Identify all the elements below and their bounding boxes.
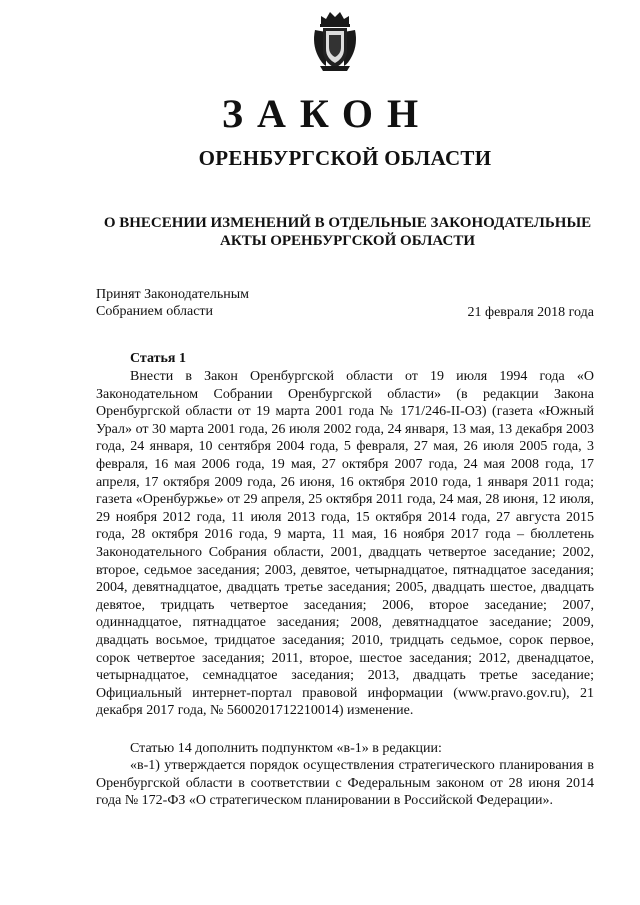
adoption-note-line-2: Собранием области [96,304,214,319]
article-heading: Статья 1 [130,351,186,366]
adoption-note [96,286,249,320]
adoption-note-line-1: Принят Законодательным [96,287,249,302]
region-title: ОРЕНБУРГСКОЙ ОБЛАСТИ [198,146,492,170]
law-title: ЗАКОН [221,91,433,136]
orenburg-coat-of-arms-icon [312,10,358,72]
law-subject-line-1: О ВНЕСЕНИИ ИЗМЕНЕНИЙ В ОТДЕЛЬНЫЕ ЗАКОНОДАТЕЛЬНЫЕ [103,215,592,231]
article-paragraph: Статью 14 дополнить подпунктом «в-1» в редакции: [130,741,442,756]
article-paragraph: «в-1) утверждается порядок осуществления стратегического планирования в Оренбургской области в соответствии с Федеральным законом от 28 июня 2014 года № 172-ФЗ «О стратегическом планировании в Российской Федерации». [96,758,594,809]
law-subject-line-2: АКТЫ ОРЕНБУРГСКОЙ ОБЛАСТИ [220,233,475,249]
law-subject [90,214,605,250]
adoption-date: 21 февраля 2018 года [467,305,594,320]
article-paragraph: Внести в Закон Оренбургской области от 19 июля 1994 года «О Законодательном Собрании Оренбургской области» (в редакции Закона Оренбургской области от 19 марта 2001 года № 171/246-II-ОЗ) (газета «Южный Урал» от 30 марта 2001 года, 26 июля 2002 года, 24 января, 13 мая, 13 декабря 2003 года, 24 января, 10 сентября 2004 года, 5 февраля, 27 мая, 26 июля 2005 года, 3 февраля, 16 мая 2006 года, 19 мая, 27 октября 2007 года, 24 мая 2008 года, 17 апреля, 17 октября 2009 года, 26 июня, 16 октября 2010 года, 1 января 2011 года; газета «Оренбуржье» от 29 апреля, 25 октября 2011 года, 24 мая, 28 июня, 12 июля, 29 ноября 2012 года, 11 июля 2013 года, 15 октября 2014 года, 27 августа 2015 года, 28 октября 2016 года, 9 марта, 11 мая, 16 ноября 2017 года – бюллетень Законодательного Собрания области, 2001, двадцать четвертое заседание; 2002, второе, седьмое заседания; 2003, девятое, четырнадцатое, пятнадцатое заседания; 2004, девятнадцатое, двадцать третье заседания; 2005, двадцать шестое, двадцать девятое, тридцать четвертое заседания; 2006, второе заседание; 2007, одиннадцатое, пятнадцатое заседания; 2008, девятнадцатое заседание; 2009, двадцать восьмое, тридцатое заседания; 2010, тридцать седьмое, сорок первое, сорок четвертое заседания; 2011, второе, шестое заседания; 2012, двенадцатое, четырнадцатое, семнадцатое заседания; 2013, двадцать третье заседание; Официальный интернет-портал правовой информации (www.pravo.gov.ru), 21 декабря 2017 года, № 5600201712210014) изменение. [96,369,594,719]
